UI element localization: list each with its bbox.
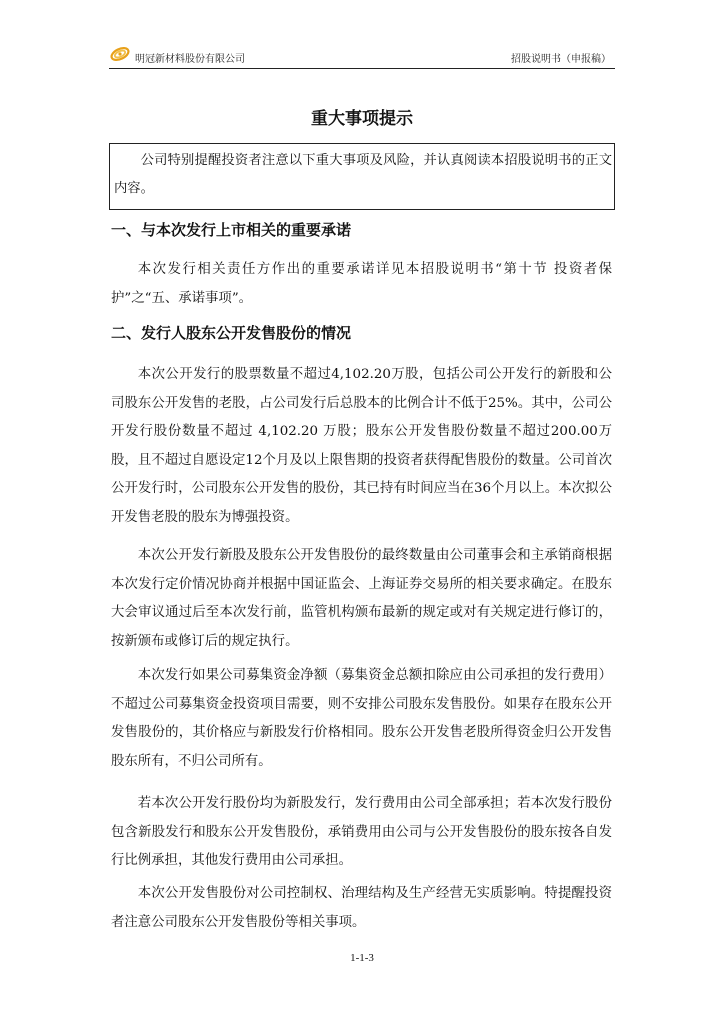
- section-heading-2: 二、发行人股东公开发售股份的情况: [111, 324, 352, 342]
- page-header: [109, 42, 615, 69]
- section-2-paragraph-1: 本次公开发行的股票数量不超过4,102.20万股，包括公司公开发行的新股和公司股东公开发售的老股，占公司发行后总股本的比例合计不低于25%。其中，公司公开发行股份数量不超过 4,102.20 万股；股东公开发售股份数量不超过200.00万股，且不超过自愿设定12个月及以上限售期的投资者获得配售股份的数量。公司首次公开发行时，公司股东公开发售的股份，其已持有时间应当在36个月以上。本次拟公开发售老股的股东为博强投资。: [111, 367, 612, 525]
- section-1-paragraph-1: 本次发行相关责任方作出的重要承诺详见本招股说明书“第十节 投资者保护”之“五、承诺事项”。: [111, 262, 612, 306]
- section-2-paragraph-3: 本次发行如果公司募集资金净额（募集资金总额扣除应由公司承担的发行费用）不超过公司募集资金投资项目需要，则不安排公司股东发售股份。如果存在股东公开发售股份的，其价格应与新股发行价格相同。股东公开发售老股所得资金归公开发售股东所有，不归公司所有。: [111, 668, 612, 769]
- section-2-paragraph-2: 本次公开发行新股及股东公开发售股份的最终数量由公司董事会和主承销商根据本次发行定价情况协商并根据中国证监会、上海证券交易所的相关要求确定。在股东大会审议通过后至本次发行前，监管机构颁布最新的规定或对有关规定进行修订的，按新颁布或修订后的规定执行。: [111, 548, 612, 649]
- notice-box: [109, 143, 615, 210]
- section-heading-1: 一、与本次发行上市相关的重要承诺: [111, 221, 352, 239]
- section-2-paragraph-5: 本次公开发售股份对公司控制权、治理结构及生产经营无实质影响。特提醒投资者注意公司股东公开发售股份等相关事项。: [111, 886, 612, 930]
- page-title: 重大事项提示: [311, 109, 413, 129]
- section-2-paragraph-4: 若本次公开发行股份均为新股发行，发行费用由公司全部承担；若本次发行股份包含新股发行和股东公开发售股份，承销费用由公司与公开发售股份的股东按各自发行比例承担，其他发行费用由公司承担。: [111, 796, 612, 868]
- company-name: 明冠新材料股份有限公司: [135, 54, 245, 65]
- company-logo-icon: [109, 44, 131, 64]
- notice-text: 公司特别提醒投资者注意以下重大事项及风险，并认真阅读本招股说明书的正文内容。: [114, 153, 612, 196]
- page-number: 1-1-3: [350, 952, 374, 964]
- document-type: 招股说明书（申报稿）: [511, 54, 611, 65]
